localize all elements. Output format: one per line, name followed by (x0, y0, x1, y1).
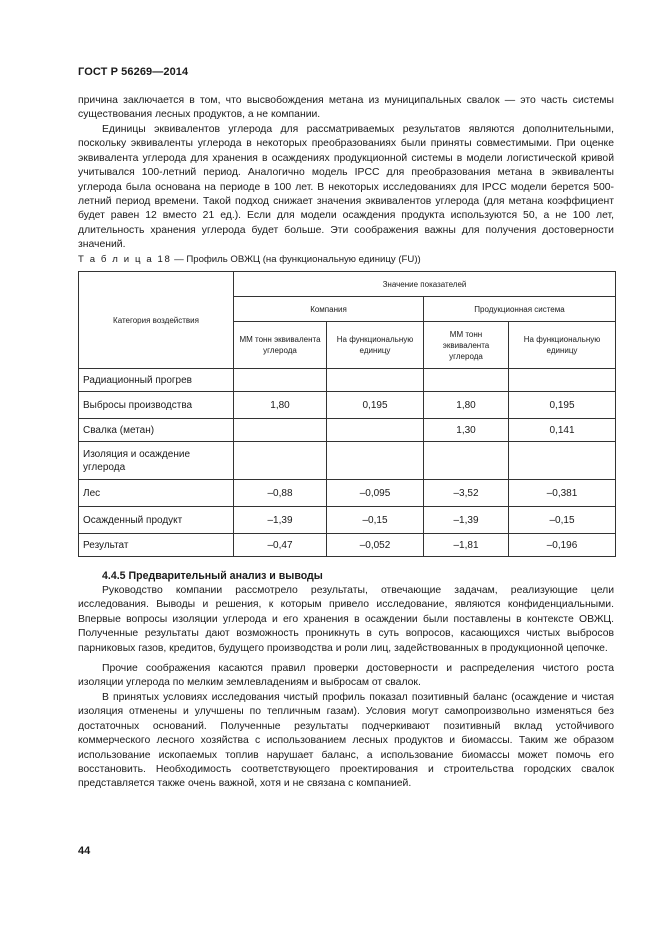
production-mm-value: 1,80 (424, 392, 509, 419)
header-values: Значение показателей (234, 272, 616, 297)
production-fu-value: 0,141 (509, 419, 616, 442)
production-mm-value (424, 369, 509, 392)
table-row (79, 392, 616, 419)
header-production-mm-tons: ММ тонн эквивалента углерода (424, 322, 509, 369)
paragraph-2: Единицы эквивалентов углерода для рассматриваемых результатов являются дополнительными, поскольку эквиваленты углерода в некоторых преобразованиях были приняты совместимыми. При оценке эквивалента углерода для хранения в осаждениях продукционной системы в модели логистической кривой учитывался 100-летний период. Аналогично модель IPCC для преобразования метана в эквиваленты углерода была основана на периоде в 100 лет. В некоторых исследованиях для IPCC модели берется 500-летний период времени. Такой подход снижает значения эквивалентов углерода (для метана коэффициент будет равен 12 вместо 21 ед.). Если для модели осаждения продукта используются 50, а не 100 лет, длительность хранения углерода будет больше. Эти соображения важны для получения достоверности значений. (78, 124, 614, 251)
row-category: Осажденный продукт (79, 507, 234, 534)
paragraph-5: В принятых условиях исследования чистый профиль показал позитивный баланс (осаждение и чистая изоляция отменены и улучшены по тепличным газам). Условия могут самопроизвольно изменяться без достаточных оснований. Полученные результаты подчеркивают позитивный вклад устойчивого коммерческого лесного хозяйства с использованием лесных продуктов и биомассы. Таким же образом использование ископаемых топлив нарушает баланс, а использование биомассы может помочь его восстановить. Необходимость соответствующего проектирования и строительства городских свалок представляется также очень важной, хотя и не связана с компанией. (78, 692, 614, 790)
production-fu-value: –0,196 (509, 534, 616, 557)
header-category: Категория воздействия (79, 272, 234, 369)
table-row (79, 369, 616, 392)
profile-table (78, 271, 616, 557)
production-mm-value (424, 442, 509, 480)
production-mm-value: 1,30 (424, 419, 509, 442)
production-mm-value: –1,81 (424, 534, 509, 557)
header-company-mm-tons: ММ тонн эквивалента углерода (234, 322, 327, 369)
header-company-per-fu: На функциональную единицу (327, 322, 424, 369)
table-caption-text: — Профиль ОВЖЦ (на функциональную единицу (FU)) (171, 254, 421, 265)
paragraph-4: Прочие соображения касаются правил проверки достоверности и распределения чистого роста изоляции углерода по мелким землевладениям и выбросам от свалок. (78, 663, 614, 689)
paragraph-1: причина заключается в том, что высвобождения метана из муниципальных свалок — это часть системы существования лесных продуктов, а не компании. (78, 95, 614, 121)
header-company: Компания (234, 297, 424, 322)
table-row (79, 480, 616, 507)
row-category: Изоляция и осаждение углерода (79, 442, 234, 480)
production-fu-value (509, 369, 616, 392)
production-fu-value: –0,381 (509, 480, 616, 507)
company-fu-value (327, 369, 424, 392)
production-fu-value: –0,15 (509, 507, 616, 534)
row-category: Свалка (метан) (79, 419, 234, 442)
company-fu-value: 0,195 (327, 392, 424, 419)
header-production: Продукционная система (424, 297, 616, 322)
company-mm-value: –0,47 (234, 534, 327, 557)
table-row (79, 442, 616, 480)
production-mm-value: –1,39 (424, 507, 509, 534)
table-caption-label: Т а б л и ц а 18 (78, 254, 172, 265)
table-caption (78, 254, 421, 265)
row-category: Радиационный прогрев (79, 369, 234, 392)
company-fu-value (327, 419, 424, 442)
row-category: Результат (79, 534, 234, 557)
company-mm-value (234, 442, 327, 480)
company-mm-value: –0,88 (234, 480, 327, 507)
row-category: Выбросы производства (79, 392, 234, 419)
paragraph-3: Руководство компании рассмотрело результаты, отвечающие задачам, реализующие цели исследования. Выводы и решения, к которым привело исследование, являются конфиденциальными. Впервые вопросы изоляции углерода и его хранения в осаждении были поставлены в контексте ОВЖЦ. Полученные результаты дают возможность проникнуть в суть вопросов, касающихся чистых выбросов парниковых газов, кредитов, будущего производства и роли лиц, задействованных в продукционной цепочке. (78, 585, 614, 654)
table-row (79, 534, 616, 557)
page-number: 44 (78, 845, 91, 857)
row-category: Лес (79, 480, 234, 507)
page-header: ГОСТ Р 56269—2014 (78, 66, 189, 78)
section-title: 4.4.5 Предварительный анализ и выводы (102, 570, 323, 582)
production-fu-value: 0,195 (509, 392, 616, 419)
company-mm-value: –1,39 (234, 507, 327, 534)
company-mm-value (234, 369, 327, 392)
company-mm-value: 1,80 (234, 392, 327, 419)
company-fu-value (327, 442, 424, 480)
company-mm-value (234, 419, 327, 442)
production-mm-value: –3,52 (424, 480, 509, 507)
company-fu-value: –0,052 (327, 534, 424, 557)
production-fu-value (509, 442, 616, 480)
company-fu-value: –0,15 (327, 507, 424, 534)
company-fu-value: –0,095 (327, 480, 424, 507)
table-row (79, 507, 616, 534)
table-row (79, 419, 616, 442)
header-production-per-fu: На функциональную единицу (509, 322, 616, 369)
